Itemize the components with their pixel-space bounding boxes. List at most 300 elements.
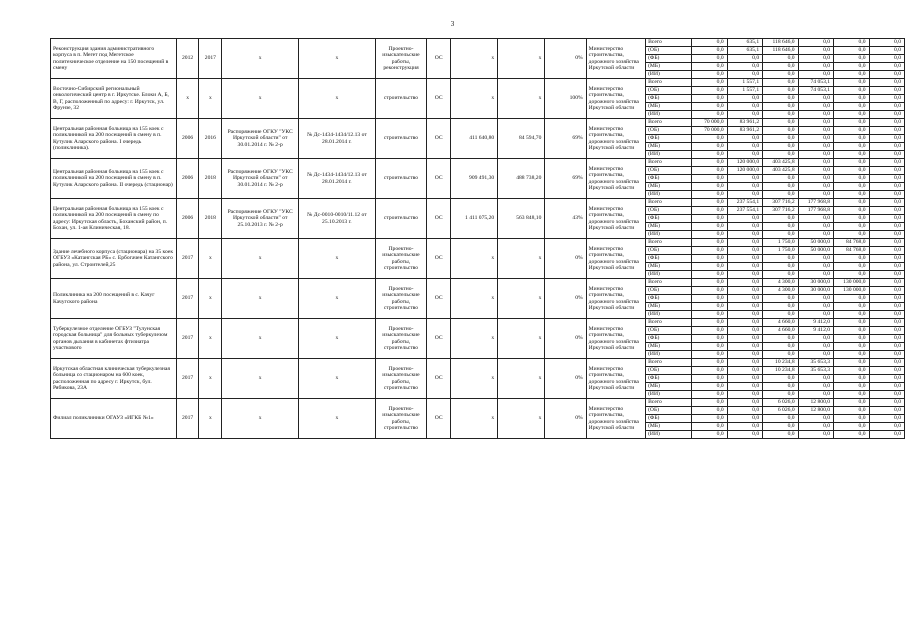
work-type: Проектно-изыскательские работы, строительство [375,359,427,399]
funding-value: 177 968,8 [798,207,833,215]
customer-name: Министерство строительства, дорожного хозяйства Иркутской области [586,279,645,319]
funding-value: 0,0 [692,87,727,95]
funding-value: 4 300,0 [763,279,798,287]
funding-value: 0,0 [692,359,727,367]
year-start: 2006 [176,199,199,239]
funding-source: (МБ) [646,263,692,271]
funding-value: 0,0 [692,407,727,415]
funding-value: 0,0 [869,399,904,407]
funding-source: (МБ) [646,383,692,391]
funding-value: 0,0 [692,431,727,439]
funding-source: (ОБ) [646,327,692,335]
funding-value: 403 425,8 [763,167,798,175]
funding-value: 0,0 [727,415,762,423]
funding-value: 0,0 [727,359,762,367]
funding-value: 0,0 [692,71,727,79]
funding-value: 0,0 [763,215,798,223]
funding-value: 0,0 [869,359,904,367]
funding-value: 0,0 [869,167,904,175]
estimated-cost: х [451,239,498,279]
year-start: х [176,79,199,119]
funding-value: 0,0 [798,47,833,55]
funding-value: 0,0 [692,375,727,383]
funding-value: 0,0 [834,319,869,327]
funding-value: 0,0 [869,319,904,327]
remaining-cost: х [498,319,545,359]
funding-value: 1 557,1 [727,79,762,87]
readiness-percent: 69% [545,119,586,159]
funding-value: 0,0 [692,303,727,311]
object-name: Восточно-Сибирский региональный онкологический центр в г. Иркутске. Блоки А, Б, В, Г, расположенный по адресу: г. Иркутск, ул. Фрунзе, 32 [51,79,177,119]
funding-value: 0,0 [727,183,762,191]
funding-value: 0,0 [834,407,869,415]
object-type: ОС [427,39,451,79]
funding-source: (ФБ) [646,335,692,343]
funding-value: 0,0 [763,111,798,119]
contract-number: х [299,279,376,319]
object-type: ОС [427,119,451,159]
funding-value: 0,0 [692,383,727,391]
funding-value: 0,0 [869,183,904,191]
funding-source: (ОБ) [646,407,692,415]
funding-value: 0,0 [798,415,833,423]
work-type: строительство [375,199,427,239]
funding-value: 0,0 [798,255,833,263]
funding-value: 0,0 [727,367,762,375]
funding-value: 0,0 [798,303,833,311]
funding-value: 0,0 [763,303,798,311]
funding-value: 0,0 [692,159,727,167]
work-type: строительство [375,79,427,119]
funding-value: 0,0 [869,255,904,263]
remaining-cost: х [498,399,545,439]
contract-number: № Дс-0010-0010/11.12 от 25.10.2013 г. [299,199,376,239]
table-row [51,199,905,207]
funding-value: 0,0 [869,47,904,55]
funding-value: 130 000,0 [834,287,869,295]
funding-source: (ИИ) [646,151,692,159]
funding-value: 0,0 [798,159,833,167]
object-type: ОС [427,279,451,319]
funding-source: (ОБ) [646,247,692,255]
funding-value: 0,0 [834,183,869,191]
customer-name: Министерство строительства, дорожного хозяйства Иркутской области [586,39,645,79]
year-end: 2016 [199,119,222,159]
contract-number: № Дс-1434-1434/12.13 от 28.01.2014 г. [299,159,376,199]
funding-value: 0,0 [834,367,869,375]
funding-source: (ИИ) [646,391,692,399]
year-end: х [199,239,222,279]
funding-value: 118 646,0 [763,39,798,47]
funding-value: 74 053,1 [798,79,833,87]
table-row [51,319,905,327]
decision-document: Распоряжение ОГКУ "УКС Иркутской области" от 25.10.2013 г. № 2-р [222,199,299,239]
funding-value: 237 554,1 [727,207,762,215]
funding-value: 84 768,0 [834,247,869,255]
year-start: 2017 [176,239,199,279]
funding-value: 0,0 [834,151,869,159]
funding-value: 177 968,8 [798,199,833,207]
work-type: Проектно-изыскательские работы, строительство [375,399,427,439]
funding-value: 0,0 [692,143,727,151]
funding-source: (МБ) [646,183,692,191]
contract-number: х [299,399,376,439]
object-name: Здание лечебного корпуса (стационара) на 35 коек ОГБУЗ «Катангская РБ» с. Ербогачен Катангского района, ул. Строителей,25 [51,239,177,279]
funding-source: (ИИ) [646,311,692,319]
funding-source: Всего [646,199,692,207]
funding-value: 0,0 [727,391,762,399]
funding-value: 0,0 [727,343,762,351]
funding-source: Всего [646,119,692,127]
funding-source: (ОБ) [646,167,692,175]
funding-value: 0,0 [798,215,833,223]
funding-value: 1 557,1 [727,87,762,95]
funding-value: 0,0 [834,303,869,311]
funding-value: 635,1 [727,39,762,47]
remaining-cost: 84 594,70 [498,119,545,159]
funding-value: 0,0 [798,191,833,199]
funding-source: (ИИ) [646,351,692,359]
funding-value: 0,0 [869,375,904,383]
funding-value: 0,0 [763,295,798,303]
object-name: Реконструкция здания административного корпуса в п. Мегет под Мегетское политехническое отделение на 150 посещений в смену [51,39,177,79]
decision-document: х [222,359,299,399]
object-name: Центральная районная больница на 155 коек с поликлиникой на 200 посещений в смену в п. Кутулик Аларского района. I очередь (поликлиника). [51,119,177,159]
funding-value: 30 000,0 [798,279,833,287]
funding-value: 0,0 [727,191,762,199]
funding-value: 0,0 [763,151,798,159]
funding-value: 0,0 [834,431,869,439]
funding-value: 35 653,3 [798,367,833,375]
funding-value: 0,0 [763,343,798,351]
funding-source: Всего [646,159,692,167]
funding-value: 0,0 [869,271,904,279]
funding-source: (ОБ) [646,207,692,215]
funding-value: 0,0 [692,247,727,255]
funding-value: 118 646,0 [763,47,798,55]
object-type: ОС [427,199,451,239]
funding-value: 0,0 [763,87,798,95]
estimated-cost: 909 491,30 [451,159,498,199]
funding-value: 0,0 [727,399,762,407]
funding-value: 83 961,2 [727,119,762,127]
funding-value: 0,0 [869,79,904,87]
readiness-percent: 0% [545,239,586,279]
funding-value: 0,0 [763,391,798,399]
funding-source: (ИИ) [646,111,692,119]
work-type: Проектно-изыскательские работы, строительство [375,239,427,279]
funding-value: 0,0 [798,223,833,231]
funding-value: 0,0 [763,55,798,63]
estimated-cost: х [451,319,498,359]
funding-value: 0,0 [869,71,904,79]
funding-value: 0,0 [727,143,762,151]
object-name: Центральная районная больница на 155 коек с поликлиникой на 200 посещений в смену по адресу: Иркутская область, Боханский район, п. Бохан, ул. 1-ая Клиническая, 18. [51,199,177,239]
funding-value: 0,0 [727,271,762,279]
objects-table-body [51,39,905,439]
funding-value: 0,0 [692,343,727,351]
funding-value: 0,0 [869,55,904,63]
funding-value: 0,0 [834,351,869,359]
funding-source: (МБ) [646,143,692,151]
funding-value: 0,0 [692,415,727,423]
estimated-cost: х [451,79,498,119]
customer-name: Министерство строительства, дорожного хозяйства Иркутской области [586,239,645,279]
funding-value: 0,0 [692,95,727,103]
objects-table [50,38,905,439]
funding-value: 0,0 [727,239,762,247]
funding-value: 0,0 [727,279,762,287]
object-type: ОС [427,319,451,359]
object-type: ОС [427,399,451,439]
funding-value: 0,0 [727,255,762,263]
funding-value: 0,0 [692,151,727,159]
decision-document: х [222,39,299,79]
funding-value: 0,0 [692,39,727,47]
contract-number: х [299,359,376,399]
funding-value: 0,0 [869,127,904,135]
funding-value: 74 053,1 [798,87,833,95]
funding-value: 0,0 [834,95,869,103]
funding-value: 307 716,2 [763,207,798,215]
funding-value: 12 800,0 [798,407,833,415]
funding-value: 0,0 [727,319,762,327]
funding-value: 0,0 [692,231,727,239]
funding-value: 130 000,0 [834,279,869,287]
funding-value: 0,0 [763,263,798,271]
funding-source: (МБ) [646,303,692,311]
funding-value: 0,0 [727,375,762,383]
funding-source: (ОБ) [646,87,692,95]
funding-value: 0,0 [763,351,798,359]
funding-value: 0,0 [727,223,762,231]
funding-value: 0,0 [727,95,762,103]
funding-source: (ОБ) [646,127,692,135]
funding-value: 0,0 [727,55,762,63]
funding-value: 0,0 [692,55,727,63]
funding-value: 0,0 [869,135,904,143]
funding-value: 0,0 [834,191,869,199]
readiness-percent: 100% [545,79,586,119]
funding-value: 0,0 [763,103,798,111]
table-row [51,39,905,47]
funding-value: 0,0 [869,111,904,119]
funding-value: 70 000,0 [692,119,727,127]
funding-value: 403 425,8 [763,159,798,167]
remaining-cost: х [498,239,545,279]
funding-value: 0,0 [727,311,762,319]
work-type: Проектно-изыскательские работы, реконструкция [375,39,427,79]
funding-value: 0,0 [692,351,727,359]
funding-source: (ФБ) [646,95,692,103]
customer-name: Министерство строительства, дорожного хозяйства Иркутской области [586,399,645,439]
funding-value: 10 234,8 [763,367,798,375]
object-name: Центральная районная больница на 155 коек с поликлиникой на 200 посещений в смену в п. Кутулик Аларского района. II очередь (стационар) [51,159,177,199]
funding-value: 0,0 [869,207,904,215]
estimated-cost: 411 640,80 [451,119,498,159]
funding-value: 307 716,2 [763,199,798,207]
funding-value: 0,0 [869,367,904,375]
funding-value: 0,0 [834,79,869,87]
funding-value: 0,0 [692,215,727,223]
funding-value: 0,0 [834,383,869,391]
funding-value: 0,0 [727,247,762,255]
funding-value: 120 000,0 [727,159,762,167]
funding-source: (ОБ) [646,367,692,375]
funding-value: 0,0 [834,335,869,343]
funding-value: 0,0 [692,399,727,407]
funding-value: 70 000,0 [692,127,727,135]
funding-value: 0,0 [869,279,904,287]
funding-value: 120 000,0 [727,167,762,175]
funding-source: (МБ) [646,423,692,431]
funding-source: Всего [646,79,692,87]
funding-value: 0,0 [869,223,904,231]
funding-value: 0,0 [763,119,798,127]
funding-value: 0,0 [763,423,798,431]
funding-value: 9 412,0 [798,327,833,335]
funding-value: 0,0 [798,263,833,271]
funding-value: 0,0 [798,295,833,303]
funding-value: 0,0 [869,343,904,351]
table-row [51,399,905,407]
remaining-cost: х [498,79,545,119]
funding-value: 0,0 [727,103,762,111]
remaining-cost: 488 738,20 [498,159,545,199]
funding-value: 0,0 [869,287,904,295]
funding-source: Всего [646,279,692,287]
funding-value: 6 026,0 [763,407,798,415]
funding-value: 0,0 [692,207,727,215]
readiness-percent: 0% [545,279,586,319]
funding-value: 0,0 [834,55,869,63]
remaining-cost: х [498,359,545,399]
funding-value: 0,0 [763,95,798,103]
decision-document: Распоряжение ОГКУ "УКС Иркутской области" от 30.01.2014 г. № 2-р [222,159,299,199]
funding-value: 0,0 [798,271,833,279]
funding-value: 0,0 [869,143,904,151]
funding-value: 0,0 [763,127,798,135]
object-type: ОС [427,159,451,199]
readiness-percent: 0% [545,39,586,79]
funding-value: 0,0 [692,319,727,327]
funding-value: 0,0 [869,383,904,391]
decision-document: х [222,79,299,119]
funding-source: Всего [646,399,692,407]
funding-value: 84 768,0 [834,239,869,247]
table-row [51,119,905,127]
object-name: Поликлиника на 200 посещений в с. Качуг Качугского района [51,279,177,319]
funding-value: 0,0 [798,95,833,103]
funding-value: 0,0 [798,311,833,319]
funding-value: 0,0 [727,71,762,79]
funding-value: 0,0 [727,63,762,71]
readiness-percent: 43% [545,199,586,239]
funding-value: 0,0 [869,415,904,423]
funding-value: 0,0 [869,159,904,167]
remaining-cost: 563 848,10 [498,199,545,239]
object-type: ОС [427,359,451,399]
funding-source: Всего [646,39,692,47]
funding-value: 1 750,0 [763,239,798,247]
funding-value: 0,0 [834,63,869,71]
funding-value: 0,0 [727,303,762,311]
funding-value: 0,0 [834,135,869,143]
funding-source: (ИИ) [646,431,692,439]
funding-value: 0,0 [798,231,833,239]
funding-value: 9 412,0 [798,319,833,327]
remaining-cost: х [498,39,545,79]
funding-source: (ФБ) [646,135,692,143]
funding-value: 0,0 [692,103,727,111]
funding-value: 0,0 [834,143,869,151]
funding-source: Всего [646,239,692,247]
funding-value: 0,0 [869,231,904,239]
funding-value: 10 234,8 [763,359,798,367]
funding-value: 0,0 [727,351,762,359]
readiness-percent: 0% [545,359,586,399]
funding-value: 0,0 [798,127,833,135]
funding-value: 0,0 [798,55,833,63]
funding-value: 0,0 [869,391,904,399]
funding-value: 0,0 [869,215,904,223]
funding-value: 0,0 [692,47,727,55]
customer-name: Министерство строительства, дорожного хозяйства Иркутской области [586,359,645,399]
object-name: Туберкулезное отделение ОГБУЗ "Тулунская городская больница" для больных туберкулезом органов дыхания в кабинетах фтизиатра участкового [51,319,177,359]
funding-source: (ИИ) [646,191,692,199]
funding-value: 0,0 [834,207,869,215]
funding-value: 0,0 [798,71,833,79]
year-start: 2017 [176,319,199,359]
funding-value: 0,0 [834,119,869,127]
funding-source: (МБ) [646,63,692,71]
funding-source: (ИИ) [646,271,692,279]
funding-value: 0,0 [692,183,727,191]
funding-source: (ФБ) [646,375,692,383]
funding-value: 0,0 [869,191,904,199]
contract-number: х [299,39,376,79]
funding-value: 0,0 [692,327,727,335]
work-type: строительство [375,119,427,159]
funding-value: 0,0 [763,63,798,71]
funding-value: 0,0 [763,431,798,439]
funding-value: 0,0 [763,79,798,87]
funding-value: 0,0 [869,39,904,47]
funding-value: 0,0 [869,303,904,311]
year-end: 2018 [199,199,222,239]
funding-value: 0,0 [869,351,904,359]
funding-value: 0,0 [798,111,833,119]
funding-value: 0,0 [834,399,869,407]
funding-value: 0,0 [869,103,904,111]
funding-value: 0,0 [869,239,904,247]
funding-value: 0,0 [763,143,798,151]
readiness-percent: 69% [545,159,586,199]
contract-number: х [299,319,376,359]
funding-value: 0,0 [727,111,762,119]
funding-value: 0,0 [727,295,762,303]
funding-value: 0,0 [834,111,869,119]
funding-value: 4 660,0 [763,327,798,335]
funding-value: 0,0 [834,175,869,183]
funding-value: 0,0 [692,287,727,295]
year-start: 2017 [176,399,199,439]
funding-value: 0,0 [692,279,727,287]
funding-value: 0,0 [727,231,762,239]
funding-source: (МБ) [646,223,692,231]
funding-value: 0,0 [727,423,762,431]
page-number: 3 [450,20,455,28]
